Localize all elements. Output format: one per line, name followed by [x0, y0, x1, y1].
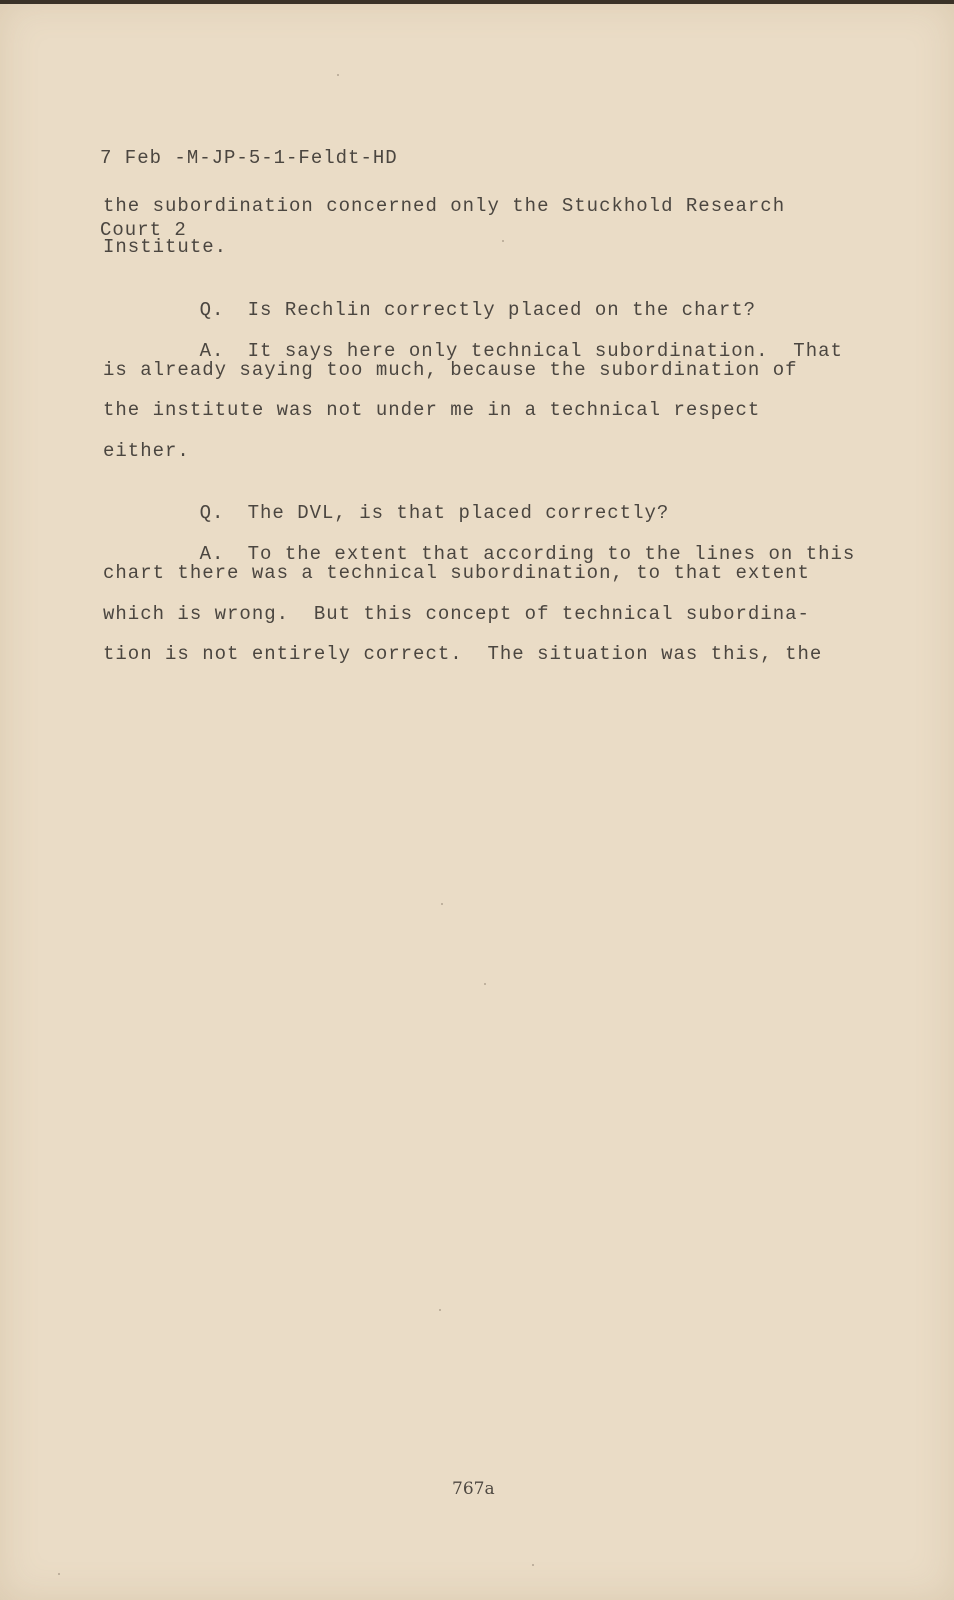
transcript-line: chart there was a technical subordination, to that extent [103, 562, 810, 584]
question-text: Is Rechlin correctly placed on the chart? [247, 299, 757, 321]
paper-speck [337, 74, 339, 76]
paper-speck [484, 983, 486, 985]
answer-marker: A. [199, 543, 225, 565]
question-marker: Q. [199, 502, 225, 524]
transcript-line: tion is not entirely correct. The situation was this, the [103, 643, 823, 665]
paper-speck [439, 1309, 441, 1311]
transcript-line: either. [103, 440, 190, 462]
paper-speck [502, 240, 504, 242]
transcript-line: the subordination concerned only the Stuckhold Research [103, 195, 786, 217]
page-top-edge [0, 0, 954, 4]
document-header [100, 98, 398, 290]
transcript-line: the institute was not under me in a technical respect [103, 399, 761, 421]
transcript-line: which is wrong. But this concept of technical subordina- [103, 603, 810, 625]
header-court: Court 2 [100, 219, 187, 241]
paper-speck [441, 903, 443, 905]
paper-speck [532, 1564, 534, 1566]
question-text: The DVL, is that placed correctly? [247, 502, 670, 524]
page-number: 767a [452, 1479, 495, 1499]
transcript-line: is already saying too much, because the subordination of [103, 359, 798, 381]
paper-speck [58, 1573, 60, 1575]
question-marker: Q. [199, 299, 225, 321]
header-reference: 7 Feb -M-JP-5-1-Feldt-HD [100, 147, 398, 169]
transcript-line: Institute. [103, 236, 228, 258]
answer-text: It says here only technical subordination. That [247, 340, 843, 362]
answer-text: To the extent that according to the lines on this [247, 543, 856, 565]
answer-marker: A. [199, 340, 225, 362]
